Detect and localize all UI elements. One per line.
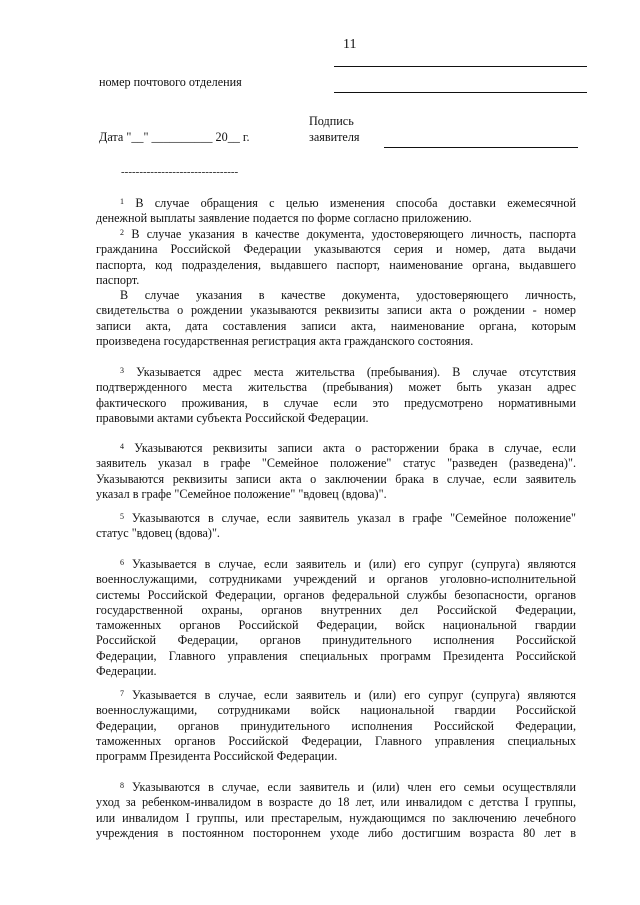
footnote-8: $^8$ Указываются в случае, если заявитель и (или) член его семьи осуществляли уход за ребенком-инвалидом в возрасте до 18 лет, или инвалидом с детства I группы, или инвалидом I группы, или престарелым, нуждающимся по заключению лечебного учреждения в постоянном постороннем уходе либо достигшим возраста 80 лет в xyxy=(96,780,576,840)
signature-line-top xyxy=(334,66,587,67)
footnote-6-marker: 6 xyxy=(120,558,124,567)
footnote-5-marker: 5 xyxy=(120,512,124,521)
page-number: 11 xyxy=(343,37,357,52)
footnote-separator: -------------------------------- xyxy=(121,166,239,178)
footnote-7: $^7$ Указывается в случае, если заявитель и (или) его супруг (супруга) являются военнослужащими, сотрудниками войск национальной гвардии Российской Федерации, органов принудительного исполнения Российской Федерации, таможенных органов Российской Федерации, Главного управления специальных программ Президента Российской Федерации. xyxy=(96,688,577,764)
footnote-3: $^3$ Указывается адрес места жительства (пребывания). В случае отсутствия подтвержденного места жительства (пребывания) может быть указан адрес фактического проживания, в случае если это предусмотрено нормативными правовыми актами субъекта Российской Федерации. xyxy=(96,365,577,425)
footnote-5: $^5$ Указываются в случае, если заявитель указал в графе "Семейное положение" статус "вдовец (вдова)". xyxy=(96,511,576,541)
footnote-4: $^4$ Указываются реквизиты записи акта о расторжении брака в случае, если заявитель указал в графе "Семейное положение" статус "разведен (разведена)". Указываются реквизиты записи акта о заключении брака в случае, если заявитель указал в графе "Семейное положение" "вдовец (вдова)". xyxy=(96,441,577,501)
signature-line xyxy=(384,147,578,148)
footnote-8-marker: 8 xyxy=(120,781,124,790)
footnote-3-marker: 3 xyxy=(120,366,124,375)
signature-label-2: заявителя xyxy=(309,130,360,144)
footnote-2-marker: 2 xyxy=(120,228,124,237)
postal-office-label: номер почтового отделения xyxy=(99,75,242,89)
signature-label-1: Подпись xyxy=(309,114,354,128)
footnote-2-continuation: В случае указания в качестве документа, удостоверяющего личность, свидетельства о рождении указываются реквизиты записи акта о рождении - номер записи акта, дата составления записи акта, наименование органа, которым произведена государственная регистрация акта гражданского состояния. xyxy=(96,288,576,348)
footnote-7-marker: 7 xyxy=(120,689,124,698)
footnote-4-marker: 4 xyxy=(120,442,124,451)
footnote-2: $^2$ В случае указания в качестве документа, удостоверяющего личность, паспорта гражданина Российской Федерации указываются серия и номер, дата выдачи паспорта, код подразделения, выдавшего паспорт, наименование органа, выдавшего паспорт. xyxy=(96,227,577,287)
footnote-6: $^6$ Указывается в случае, если заявитель и (или) его супруг (супруга) являются военнослужащими, сотрудниками учреждений и органов уголовно-исполнительной системы Российской Федерации, органов федеральной службы безопасности, органов государственной охраны, органов внутренних дел Российской Федерации, таможенных органов Российской Федерации, войск национальной гвардии Российской Федерации, органов принудительного исполнения Российской Федерации, Главного управления специальных программ Президента Российской Федерации. xyxy=(96,557,577,679)
date-field: Дата "__" __________ 20__ г. xyxy=(99,130,250,144)
postal-office-line xyxy=(334,92,587,93)
footnote-1-marker: 1 xyxy=(120,197,124,206)
footnote-1: $^1$ В случае обращения с целью изменения способа доставки ежемесячной денежной выплаты заявление подается по форме согласно приложению. xyxy=(96,196,576,226)
